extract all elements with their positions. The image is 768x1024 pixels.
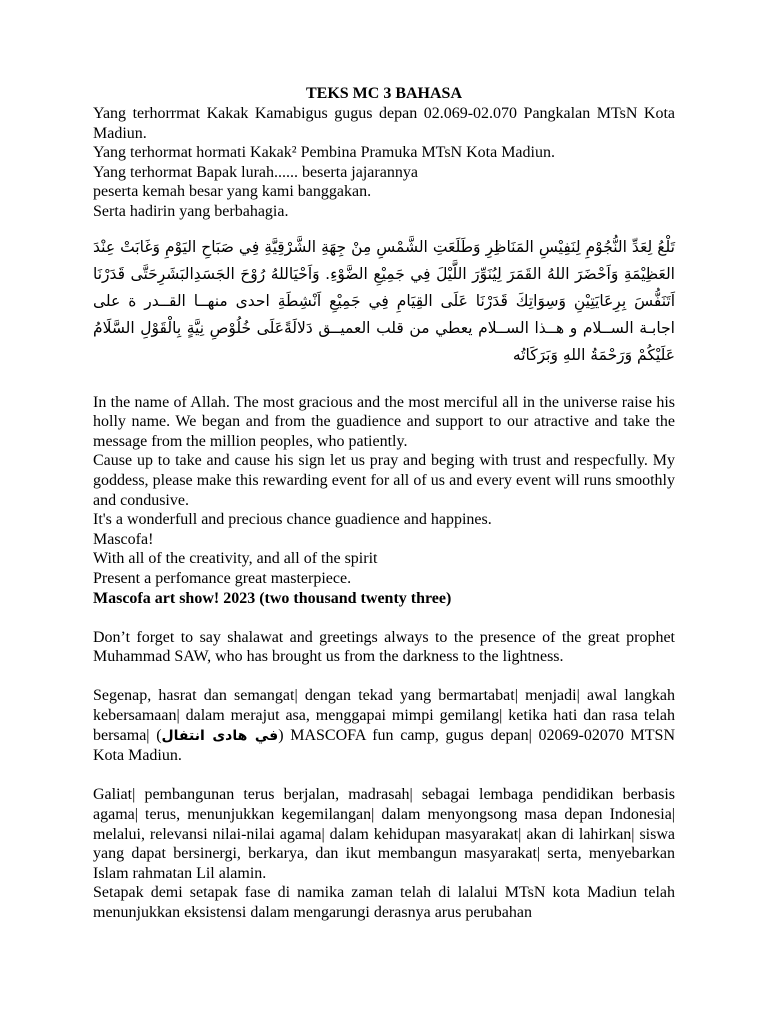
english-paragraph-2: Cause up to take and cause his sign let us pray and beging with trust and respecfully. My goddess, please make this rewarding event for all of us and every event will runs smoothly and condusive. <box>93 452 675 509</box>
segenap-text-after: ) MASCOFA fun camp, gugus depan| 02069-02070 MTSN Kota Madiun. <box>93 726 676 765</box>
english-line-5: With all of the creativity, and all of the spirit <box>93 550 378 568</box>
spacer <box>93 667 675 687</box>
setapak-paragraph: Setapak demi setapak fase di namika zaman telah di lalalui MTsN kota Madiun telah menunjukkan eksistensi dalam mengarungi derasnya arus perubahan <box>93 884 675 921</box>
english-paragraph-1: In the name of Allah. The most gracious and the most merciful all in the universe raise his holly name. We began and from the guadience and support to our atractive and take the message from the million peoples, who patiently. <box>93 393 675 450</box>
greeting-line-2: Yang terhormat hormati Kakak² Pembina Pramuka MTsN Kota Madiun. <box>93 144 555 162</box>
arabic-opening-paragraph: تَلْعُ لِعَدِّ النُّجُوْمِ لِنَفِيْسِ المَنَاظِرِ وَطَلَعَتِ الشَّمْسِ مِنْ جِهَةِ الشَّرْقِيَّةِ فِي صَبَاحِ اليَوْمِ وَغَابَتْ عِنْدَ العَظِيْمَةِ وَاَحْضَرَ اللهُ القَمَرَ لِيُنَوِّرَ اللَّيْلَ فِي جَمِيْعِ الضَّوْءِ. وَاَحْيَاللهُ رُوْحَ الجَسَدِالبَشَرِحَتَّى قَدَرْنَا اَتَنَفُّسَ بِرِعَايَتِيْنِ وَسِوَاتِكَ قَدَرْنَا عَلَى القِيَامِ فِي جَمِيْعِ اَنْشِطَةِ احدى منهــا القــدر ة على اجابـة الســلام و هــذا الســلام يعطي من قلب العميــق دَلالَةًعَلَى خُلُوْصِ نِيَّةٍ بِالْقَوْلِ السَّلَامُ عَلَيْكُمْ وَرَحْمَةُ اللهِ وَبَرَكَاتُه <box>93 237 675 364</box>
shalawat-paragraph: Don’t forget to say shalawat and greetings always to the presence of the great prophet Muhammad SAW, who has brought us from the darkness to the lightness. <box>93 628 675 666</box>
greeting-line-5: Serta hadirin yang berbahagia. <box>93 202 289 220</box>
document-title: TEKS MC 3 BAHASA <box>305 85 463 102</box>
segenap-paragraph <box>93 686 675 765</box>
english-line-4: Mascofa! <box>93 530 154 548</box>
english-line-6: Present a perfomance great masterpiece. <box>93 569 352 587</box>
segenap-text-before: Segenap, hasrat dan semangat| dengan tekad yang bermartabat| menjadi| awal langkah kebersamaan| dalam merajut asa, menggapai mimpi gemilang| ketika hati dan rasa telah bersama| ( <box>93 687 675 744</box>
segenap-arabic-phrase: في هادى انتفال <box>161 727 279 744</box>
english-line-3: It's a wonderfull and precious chance guadience and happines. <box>93 511 492 529</box>
spacer <box>93 608 675 628</box>
galiat-paragraph: Galiat| pembangunan terus berjalan, madrasah| sebagai lembaga pendidikan berbasis agama| terus, menunjukkan kegemilangan| dalam menyongsong masa depan Indonesia| melalui, relevansi nilai-nilai agama| dalam kehidupan masyarakat| akan di lahirkan| siswa yang dapat bersinergi, berkarya, dan ikut membangun masyarakat| serta, menyebarkan Islam rahmatan Lil alamin. <box>93 786 675 882</box>
greeting-line-1: Yang terhorrmat Kakak Kamabigus gugus depan 02.069-02.070 Pangkalan MTsN Kota Madiun. <box>93 105 675 142</box>
greeting-line-4: peserta kemah besar yang kami banggakan. <box>93 183 372 201</box>
spacer <box>93 766 675 786</box>
english-line-7-bold: Mascofa art show! 2023 (two thousand twenty three) <box>93 589 452 607</box>
greeting-line-3: Yang terhormat Bapak lurah...... beserta jajarannya <box>93 163 418 181</box>
